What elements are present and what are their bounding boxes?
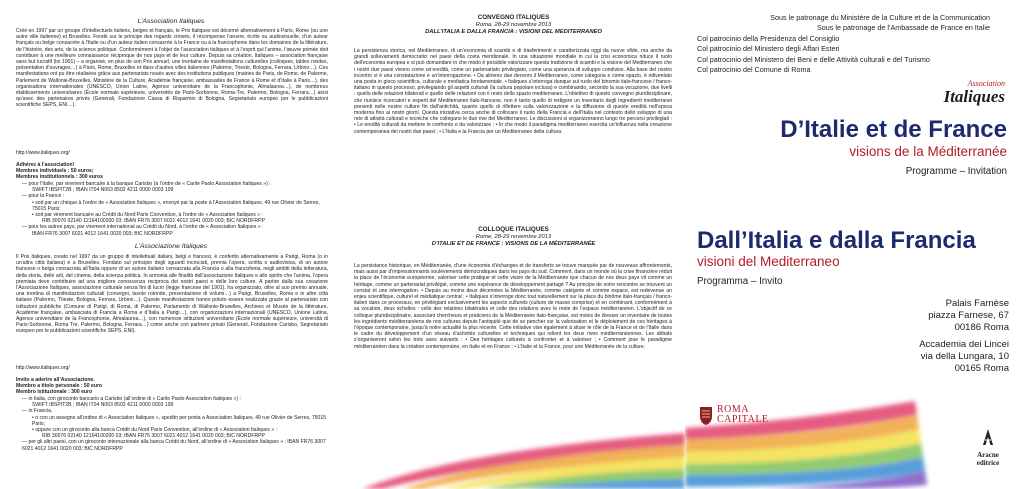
patronage-line: Col patrocinio della Presidenza del Consiglio bbox=[697, 34, 840, 43]
venue-line: Palais Farnèse bbox=[945, 298, 1009, 309]
payment-line: • oppure con un giroconto alla banca Crédit du Nord Paris Convention, all’ordine di « Association Italiques » : bbox=[32, 427, 278, 434]
payment-line: • soit par un chèque à l’ordre de « Association Italiques », envoyé par la poste à l’Association Italiques, 49 rue Olivier de Serres, 75015 Paris; bbox=[32, 199, 320, 212]
membership-fr-line: Membres institutionnels : 300 euros bbox=[16, 174, 103, 181]
subtitle-it: visioni del Mediterraneo bbox=[697, 254, 840, 269]
roma-line2: CAPITALE bbox=[717, 414, 769, 425]
payment-fr bbox=[22, 181, 328, 237]
association-fr-title: L’Association Italiques bbox=[137, 18, 205, 25]
rainbow-art-left bbox=[342, 405, 685, 489]
patronage-line: Sous le patronage de l’Ambassade de France en Italie bbox=[816, 23, 990, 33]
payment-line: — in Italia, con giroconto bancario a Carisbo (all’ordine di « Carile Paolo Association Italiques ») : bbox=[22, 396, 241, 402]
colloque-title: COLLOQUE ITALIQUES bbox=[478, 226, 549, 233]
membership-it-line: Membro istituzionale : 300 euro bbox=[16, 389, 93, 396]
subtitle-fr: visions de la Méditerranée bbox=[849, 144, 1007, 159]
publisher-line1: Aracne bbox=[977, 451, 999, 459]
logo-small: Association bbox=[967, 79, 1005, 88]
payment-line: RIB 30076 02140 12164100200 03; IBAN FR76 3007 6021 4012 1641 0020 003; BIC NORDFRPP bbox=[42, 433, 265, 440]
payment-line: RIB 30076 02140 12164100200 03; IBAN FR76 3007 6021 4012 1641 0020 003; BIC NORDFRPP bbox=[42, 218, 265, 225]
convegno-title: CONVEGNO ITALIQUES bbox=[477, 14, 550, 21]
membership-it-line: Membro a titolo personale : 50 euro bbox=[16, 383, 103, 390]
venue-line: Accademia dei Lincei bbox=[919, 339, 1009, 350]
publisher-line2: editrice bbox=[976, 459, 1000, 467]
payment-line: • o con un assegno all’ordine di « Association Italiques », spedito per posta a Association Italiques, 49 rue Olivier de Serres, 75015 Paris; bbox=[32, 414, 327, 427]
colloque-body: La persistance historique, en Méditerranée, d’une économie d’échanges et de transferts se trouve marquée par de nouveaux affrontements, mais aussi par d’impressionnants soulèvements démocratiques dans les pays du sud. Comment, dans un monde où la crise financière réduit la place de l’économie européenne, valoriser cette pratique et cette vision de la Méditerranée que chacun de nos deux pays vit comme un héritage, comme un partenariat privilégié, comme une espérance de développement partagé ? Au principe de notre rencontre se trouvent un constat et une interrogation. • Depuis au moins deux décennies la Méditerranée, comme catégorie et comme espace, est redevenue un enjeu scientifique, culturel et médiatique central ; • Italiques s’interroge donc tout naturellement sur la place du binôme italo-français / franco-italien dans ce processus, en privilégiant exclusivement les aspects culturels (culture de masse comprise) et en combinant, conformément à sa vocation, deux échelles : celle des relations bilatérales et celle des relations avec le reste de l’espace méditerranéen. L’objectif de ce colloque pluridisciplinaire, associant chercheurs et praticiens de la Méditerranée italo-française, est moins de dresser un inventaire de toutes les ingrédients méditerranéens de nos cultures depuis l’antiquité que de se pencher sur la valorisation et le déploiement de ces héritages à l’époque contemporaine, jusqu’à notre actualité la plus récente. Cette initiative vise également à situer le rôle de la France et de l’Italie dans le cadre du développement d’un réseau d’activités culturelles et techniques qui relient les deux rives méditerranéennes. Les débats s’organiseront selon les trois axes suivants : • Des héritages culturels à confronter et à valoriser ; • Comment joue le paradigme méditerranéen dans la création contemporaine, en Italie et en France ; • L’Italie et la France, pour une Méditerranée de la culture. bbox=[354, 263, 672, 350]
payment-line: — in Francia, bbox=[22, 408, 53, 415]
payment-line: SWIFT IBSPIT2B ; IBAN IT04 N063 8502 4211 0000 0003 199 bbox=[32, 402, 174, 409]
patronage-fr bbox=[685, 13, 990, 34]
patronage-line: Col patrocinio del Comune di Roma bbox=[697, 65, 811, 75]
venue-lincei bbox=[685, 339, 1009, 374]
website-link-it[interactable]: http://www.italiques.org/ bbox=[16, 365, 70, 371]
patronage-line: Col patrocinio del Ministero degli Affari Esteri bbox=[697, 44, 840, 54]
association-it-body: Il Prix Italiques, creato nel 1997 da un gruppo di intellettuali italiani, belgi e francesi, è conferito alternativamente a Parigi, Roma (o in un’altra città italiana) e a Bruxelles. Fondato sul principio degli sguardi incrociati, premia l’opera, scritta o audiovisiva, di un autore francese o belga consacrata all’Italia oppure di un autore italiano consacrata alla Francia o alla francofonia, negli ambiti della letteratura, della storia, delle arti, del cinema, della scienza politica. In armonia alle finalità dell’associazione Italiques e allo spirito che l’anima, l’opera premiata deve contribuire ad una migliore conoscenza reciproca dei nostri paesi e delle loro culture. A partire dalla sua creazione l’Associazione Italiques, associazione culturale senza fini di lucro (legge francese del 1901), ha organizzato, oltre al suo premio annuale, una trentina di manifestazioni culturali (convegni, tavole rotonde, presentazione di volumi…) a Parigi, Bruxelles, Roma e in altre città italiane (Palermo, Trieste, Bologna, Ferrara, Urbino…). Queste manifestazioni hanno potuto essere realizzate grazie al partenariato con istituzioni pubbliche (Comune di Parigi, di Roma, di Palermo, Parlamento di Wallonie-Bruxelles, Archives et Musée de la littérature, Académie française, ambasciata di Francia a Roma e d’Italia a Parigi…), con organizzazioni internazionali (UNESCO, Unione Latina, Agence universitaire de la Francophonie, Almalaurea…), con numerose istituzioni universitarie (École normale supérieure, università di Paris-Sorbonne, Roma Tre, Palermo, Bologna, Ferrara…) come anche con partners privati (Generali, Fondazione Carisbo, Segretariato europeo per le pubblicazioni scientifiche SEPS, ENI). bbox=[16, 254, 328, 335]
convegno-place-date: Roma, 28-29 novembre 2013 bbox=[475, 22, 552, 28]
logo-name: Italiques bbox=[943, 87, 1005, 106]
middle-column bbox=[342, 0, 685, 489]
roma-line1: ROMA bbox=[717, 404, 750, 415]
membership-fr bbox=[16, 162, 328, 181]
venue-line: 00165 Roma bbox=[954, 362, 1009, 374]
payment-line: — pour les autres pays, par virement international au Crédit du Nord, à l’ordre de « Association Italiques » : bbox=[22, 224, 264, 231]
program-fr: Programme – Invitation bbox=[905, 166, 1007, 177]
aracne-logo bbox=[965, 428, 1011, 467]
right-column bbox=[685, 0, 1024, 489]
patronage-line: Col patrocinio del Ministero dei Beni e delle Attività culturali e del Turismo bbox=[697, 54, 930, 64]
convegno-subtitle: DALL’ITALIA E DALLA FRANCIA : VISIONI DEL MEDITERRANEO bbox=[425, 29, 602, 35]
membership-it bbox=[16, 377, 328, 396]
website-link-fr[interactable]: http://www.italiques.org/ bbox=[16, 150, 70, 156]
title-fr: D’Italie et de France bbox=[780, 116, 1007, 143]
aracne-emblem-icon bbox=[981, 428, 995, 446]
left-column bbox=[0, 0, 342, 489]
membership-fr-line: Membres individuels : 50 euros; bbox=[16, 168, 94, 175]
venue-line: via della Lungara, 10 bbox=[920, 350, 1009, 362]
association-fr-body: Créé en 1997 par un groupe d’intellectuels italiens, belges et français, le Prix Italiques est décerné alternativement à Paris, Rome (ou une autre ville italienne) et Bruxelles. Fondé sur le principe des regards croisés, il récompense l’œuvre, écrite ou audiovisuelle, d’un auteur français ou belge consacrée à l’Italie ou d’un auteur italien consacrée à la France ou à la francophonie dans les domaines de la littérature, de l’histoire, des arts, de la science politique. Conformément à l’objet de l’association italiques et à l’esprit qui l’anime, l’œuvre primée doit contribuer à une meilleure connaissance réciproque de nos pays et de leur culture. Depuis sa création, Italiques – association française sans but lucratif (loi 1901) – a organisé, en plus de son Prix annuel, une trentaine de manifestations culturelles (colloques, tables rondes, présentation d’ouvrages…) à Paris, Rome, Bruxelles et dans d’autres villes italiennes (Palermo, Trieste, Bologna, Ferrara, Urbino…). Ces manifestations ont pu être réalisées grâce aux partenariats noués avec des institutions publiques (mairies de Paris, de Rome, de Palerme, Parlement de Wallonie-Bruxelles, Ministère de la Culture, Académie française, ambassades de France à Rome et d’Italie à Paris…), des organisations internationales (UNESCO, Union Latine, Agence universitaire de la Francophonie, Almalaurea…), de nombreux établissements universitaires (École normale supérieure, universités de Paris-Sorbonne, Roma-Tre, Palermo, Bologna, Ferrara…) ainsi qu’avec des partenaires privés (Generali, Fondazione Cassa di Risparmio di Bologna, Segretariato europeo per le pubblicazioni scientifiche SEPS, ENI…). bbox=[16, 28, 328, 109]
venue-farnese bbox=[685, 298, 1009, 333]
payment-it bbox=[22, 396, 328, 452]
payment-line: • soit par virement bancaire au Crédit du Nord Paris Convention, à l’ordre de « Association Italiques » : bbox=[32, 212, 263, 219]
payment-line: — pour l’Italie, par virement bancaire à la banque Carisbo (à l’ordre de « Carile Paolo Association Italiques ») : bbox=[22, 181, 271, 187]
association-it-title: L’Associazione Italiques bbox=[134, 243, 208, 250]
italiques-logo bbox=[905, 80, 1005, 105]
membership-fr-line: Adhérez à l’association! bbox=[16, 162, 75, 168]
membership-it-line: Invito a aderire all’Associazione. bbox=[16, 377, 95, 383]
convegno-body: La persistenza storica, nel Mediterraneo, di un’economia di scambi e di trasferimenti e caratterizzata oggi da nuove sfide, ma anche da grandi sollevamenti democratici nei paesi della costa meridionale. In una situazione mondiale in cui la crisi economica riduce il ruolo dell’economia europea e si può domandare in che modo è possibile valorizzare questa tradizione di scambi e la visione del Mediterraneo che i nostri due paesi vivono come un’eredità, come un partenariato privilegiato, come una speranza di sviluppo condiviso. Alla base del nostro incontro vi è una constatazione e un’interrogazione. • Da almeno due decenni il Mediterraneo, come categoria e come spazio, è ridiventato una posta in gioco scientifica, culturale e mediatica fondamentale. • Italiques s’interroga dunque sul ruolo del binomio italo-francese / franco-italiano in questo processo, privilegiando gli aspetti culturali (la cultura popolare inclusa) e combinando, secondo la sua vocazione, due livelli : quello delle relazioni bilaterali e quello delle relazioni con il resto dello spazio mediterraneo. L’obiettivo di questo convegno pluridisciplinare, che riunisce ricercatori e esperti del Mediterraneo italo-francese, non è tanto quello di redigere un inventario degli ingredienti mediterranei presenti nelle nostre culture fin dall’antichità, quanto quello di riflettere sulla valorizzazione e la diffusione di queste eredità nell’epoca moderna fino ai nostri giorni. Questa iniziativa cerca anche di collocare il ruolo della Francia e dell’Italia nel contesto dello sviluppo di una rete di attività culturali e tecniche che collegano le due rive del Mediterraneo. Le discussioni si organizzeranno lungo tre percorsi privilegiati : • Le eredità culturali da mettere in confronto e da valorizzare ; • In che modo il paradigma mediterraneo esercita un’influenza nella creazione contemporanea dei nostri due paesi ; • L’Italia e la Francia per un Mediterraneo della cultura. bbox=[354, 48, 672, 135]
venue-line: 00186 Roma bbox=[954, 321, 1009, 333]
colloque-subtitle: D’ITALIE ET DE FRANCE : VISIONS DE LA MÉDITERRANÉE bbox=[431, 241, 596, 247]
colloque-place-date: Rome, 28-29 novembre 2013 bbox=[475, 234, 552, 240]
title-it: Dall’Italia e dalla Francia bbox=[697, 227, 976, 254]
payment-line: SWIFT IBSPIT2B ; IBAN IT04 N063 8502 4211 0000 0003 199 bbox=[32, 187, 174, 194]
payment-line: — pour la France : bbox=[22, 193, 65, 200]
patronage-line: Sous le patronage du Ministère de la Culture et de la Communication bbox=[770, 13, 990, 22]
payment-line: — per gli altri paesi, con un giroconto internazionale alla banca Crédit du Nord, all’ordine di « Association Italiques » : IBAN FR76 3007 6021 4012 1641 0020 003; BIC NORDFRPP bbox=[22, 439, 326, 452]
payment-line: IBAN FR76 3007 6021 4012 1641 0020 003; BIC NORDFRPP bbox=[32, 230, 173, 237]
venue-line: piazza Farnese, 67 bbox=[928, 309, 1009, 321]
colloque-header bbox=[342, 226, 685, 247]
patronage-it bbox=[697, 34, 997, 76]
convegno-header bbox=[342, 14, 685, 35]
program-it: Programma – Invito bbox=[697, 276, 783, 287]
